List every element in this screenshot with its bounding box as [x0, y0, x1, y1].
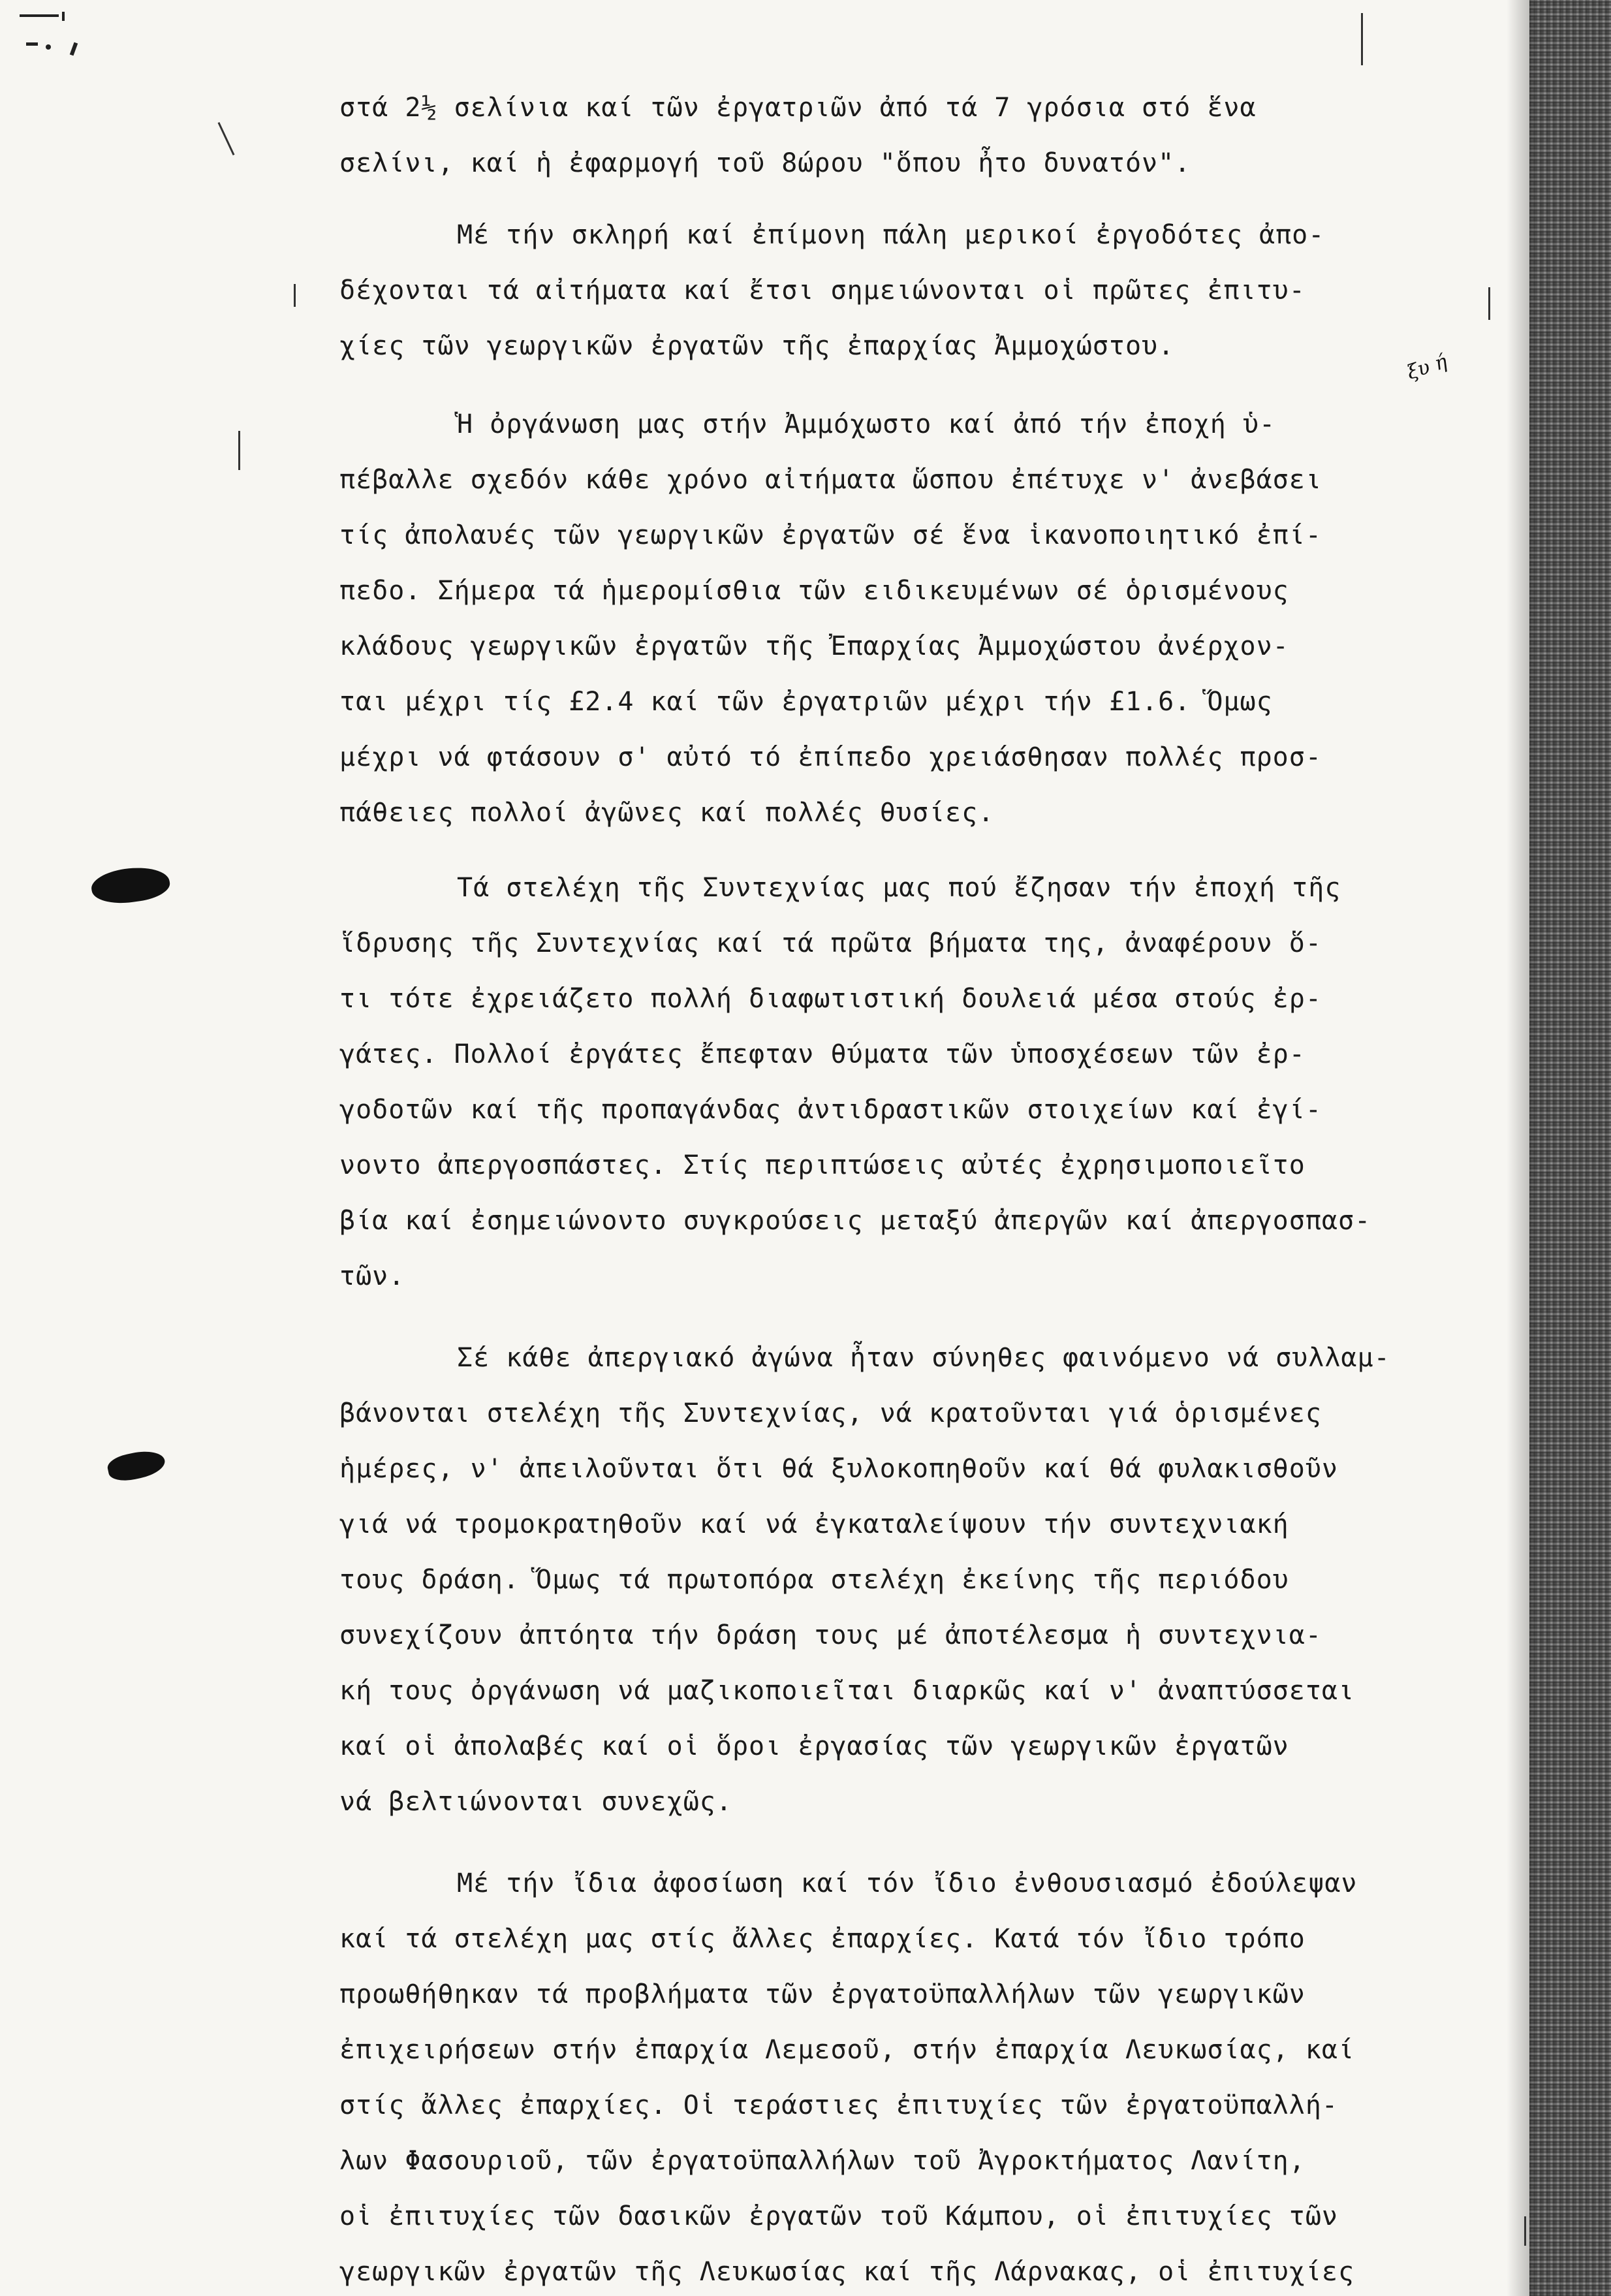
- margin-stroke: [1361, 13, 1363, 65]
- text-line: Μέ τήν σκληρή καί ἐπίμονη πάλη μερικοί ἐργοδότες ἀπο-: [457, 220, 1325, 250]
- text-line: πάθειες πολλοί ἀγῶνες καί πολλές θυσίες.: [339, 798, 995, 828]
- text-line: Σέ κάθε ἀπεργιακό ἀγώνα ἦταν σύνηθες φαινόμενο νά συλλαμ-: [457, 1343, 1390, 1373]
- corner-scan-mark: [13, 7, 104, 59]
- text-line: καί τά στελέχη μας στίς ἄλλες ἐπαρχίες. Κατά τόν ἴδιο τρόπο: [339, 1924, 1306, 1954]
- text-line: γιά νά τρομοκρατηθοῦν καί νά ἐγκαταλείψουν τήν συντεχνιακή: [339, 1509, 1289, 1539]
- margin-stroke: [1524, 2216, 1526, 2246]
- text-line: κή τους ὀργάνωση νά μαζικοποιεῖται διαρκῶς καί ν' ἀναπτύσσεται: [339, 1676, 1355, 1706]
- text-line: σελίνι, καί ἡ ἐφαρμογή τοῦ 8ώρου "ὅπου ἦτο δυνατόν".: [339, 148, 1191, 178]
- text-line: στά 2½ σελίνια καί τῶν ἐργατριῶν ἀπό τά 7 γρόσια στό ἕνα: [339, 93, 1257, 123]
- text-line: συνεχίζουν ἀπτόητα τήν δράση τους μέ ἀποτέλεσμα ἡ συντεχνια-: [339, 1620, 1322, 1650]
- text-line: πεδο. Σήμερα τά ἡμερομίσθια τῶν ειδικευμένων σέ ὁρισμένους: [339, 576, 1289, 606]
- text-line: γοδοτῶν καί τῆς προπαγάνδας ἀντιδραστικῶν στοιχείων καί ἐγί-: [339, 1095, 1322, 1125]
- text-line: νά βελτιώνονται συνεχῶς.: [339, 1787, 732, 1817]
- text-line: καί οἱ ἀπολαβές καί οἱ ὅροι ἐργασίας τῶν γεωργικῶν ἐργατῶν: [339, 1731, 1289, 1761]
- text-line: πέβαλλε σχεδόν κάθε χρόνο αἰτήματα ὥσπου ἐπέτυχε ν' ἀνεβάσει: [339, 465, 1322, 495]
- text-line: ται μέχρι τίς £2.4 καί τῶν ἐργατριῶν μέχρι τήν £1.6. Ὅμως: [339, 687, 1273, 717]
- text-line: στίς ἄλλες ἐπαρχίες. Οἱ τεράστιες ἐπιτυχίες τῶν ἐργατοϋπαλλή-: [339, 2090, 1339, 2120]
- text-line: κλάδους γεωργικῶν ἐργατῶν τῆς Ἐπαρχίας Ἀμμοχώστου ἀνέρχον-: [339, 631, 1289, 661]
- ink-blot: [106, 1447, 167, 1484]
- scan-dark-edge: [1529, 0, 1611, 2296]
- margin-stroke: [1488, 287, 1490, 320]
- text-line: ἡμέρες, ν' ἀπειλοῦνται ὅτι θά ξυλοκοπηθοῦν καί θά φυλακισθοῦν: [339, 1454, 1339, 1484]
- text-line: Τά στελέχη τῆς Συντεχνίας μας πού ἔζησαν τήν ἐποχή τῆς: [457, 873, 1341, 903]
- ink-blot: [89, 863, 172, 907]
- text-line: νοντο ἀπεργοσπάστες. Στίς περιπτώσεις αὐτές ἐχρησιμοποιεῖτο: [339, 1150, 1306, 1180]
- handwritten-annotation: ξυ ή: [1404, 350, 1450, 385]
- text-line: ἐπιχειρήσεων στήν ἐπαρχία Λεμεσοῦ, στήν ἐπαρχία Λευκωσίας, καί: [339, 2035, 1355, 2065]
- text-line: προωθήθηκαν τά προβλήματα τῶν ἐργατοϋπαλλήλων τῶν γεωργικῶν: [339, 1979, 1306, 2009]
- text-line: τῶν.: [339, 1261, 405, 1291]
- text-line: τι τότε ἐχρειάζετο πολλή διαφωτιστική δουλειά μέσα στούς ἐρ-: [339, 984, 1322, 1014]
- margin-stroke: [238, 431, 240, 470]
- text-line: ἵδρυσης τῆς Συντεχνίας καί τά πρῶτα βήματα της, ἀναφέρουν ὅ-: [339, 928, 1322, 958]
- text-line: γάτες. Πολλοί ἐργάτες ἔπεφταν θύματα τῶν ὑποσχέσεων τῶν ἐρ-: [339, 1039, 1306, 1069]
- text-line: τίς ἀπολαυές τῶν γεωργικῶν ἐργατῶν σέ ἕνα ἱκανοποιητικό ἐπί-: [339, 520, 1322, 550]
- text-line: οἱ ἐπιτυχίες τῶν δασικῶν ἐργατῶν τοῦ Κάμπου, οἱ ἐπιτυχίες τῶν: [339, 2201, 1339, 2231]
- text-line: λων Φασουριοῦ, τῶν ἐργατοϋπαλλήλων τοῦ Ἀγροκτήματος Λανίτη,: [339, 2146, 1306, 2176]
- margin-stroke: [218, 122, 235, 155]
- text-line: μέχρι νά φτάσουν σ' αὐτό τό ἐπίπεδο χρειάσθησαν πολλές προσ-: [339, 742, 1322, 772]
- text-line: Μέ τήν ἴδια ἀφοσίωση καί τόν ἴδιο ἐνθουσιασμό ἐδούλεψαν: [457, 1868, 1358, 1898]
- scan-edge-shadow: [1507, 0, 1533, 2296]
- text-line: δέχονται τά αἰτήματα καί ἔτσι σημειώνονται οἱ πρῶτες ἐπιτυ-: [339, 275, 1306, 306]
- text-line: Ἡ ὀργάνωση μας στήν Ἀμμόχωστο καί ἀπό τήν ἐποχή ὑ-: [457, 409, 1276, 439]
- text-line: χίες τῶν γεωργικῶν ἐργατῶν τῆς ἐπαρχίας Ἀμμοχώστου.: [339, 331, 1175, 361]
- text-line: τους δράση. Ὅμως τά πρωτοπόρα στελέχη ἐκείνης τῆς περιόδου: [339, 1565, 1289, 1595]
- text-line: γεωργικῶν ἐργατῶν τῆς Λευκωσίας καί τῆς Λάρνακας, οἱ ἐπιτυχίες: [339, 2257, 1355, 2287]
- margin-stroke: [294, 284, 296, 307]
- text-line: βάνονται στελέχη τῆς Συντεχνίας, νά κρατοῦνται γιά ὁρισμένες: [339, 1398, 1322, 1428]
- text-line: βία καί ἐσημειώνοντο συγκρούσεις μεταξύ ἀπεργῶν καί ἀπεργοσπασ-: [339, 1206, 1371, 1236]
